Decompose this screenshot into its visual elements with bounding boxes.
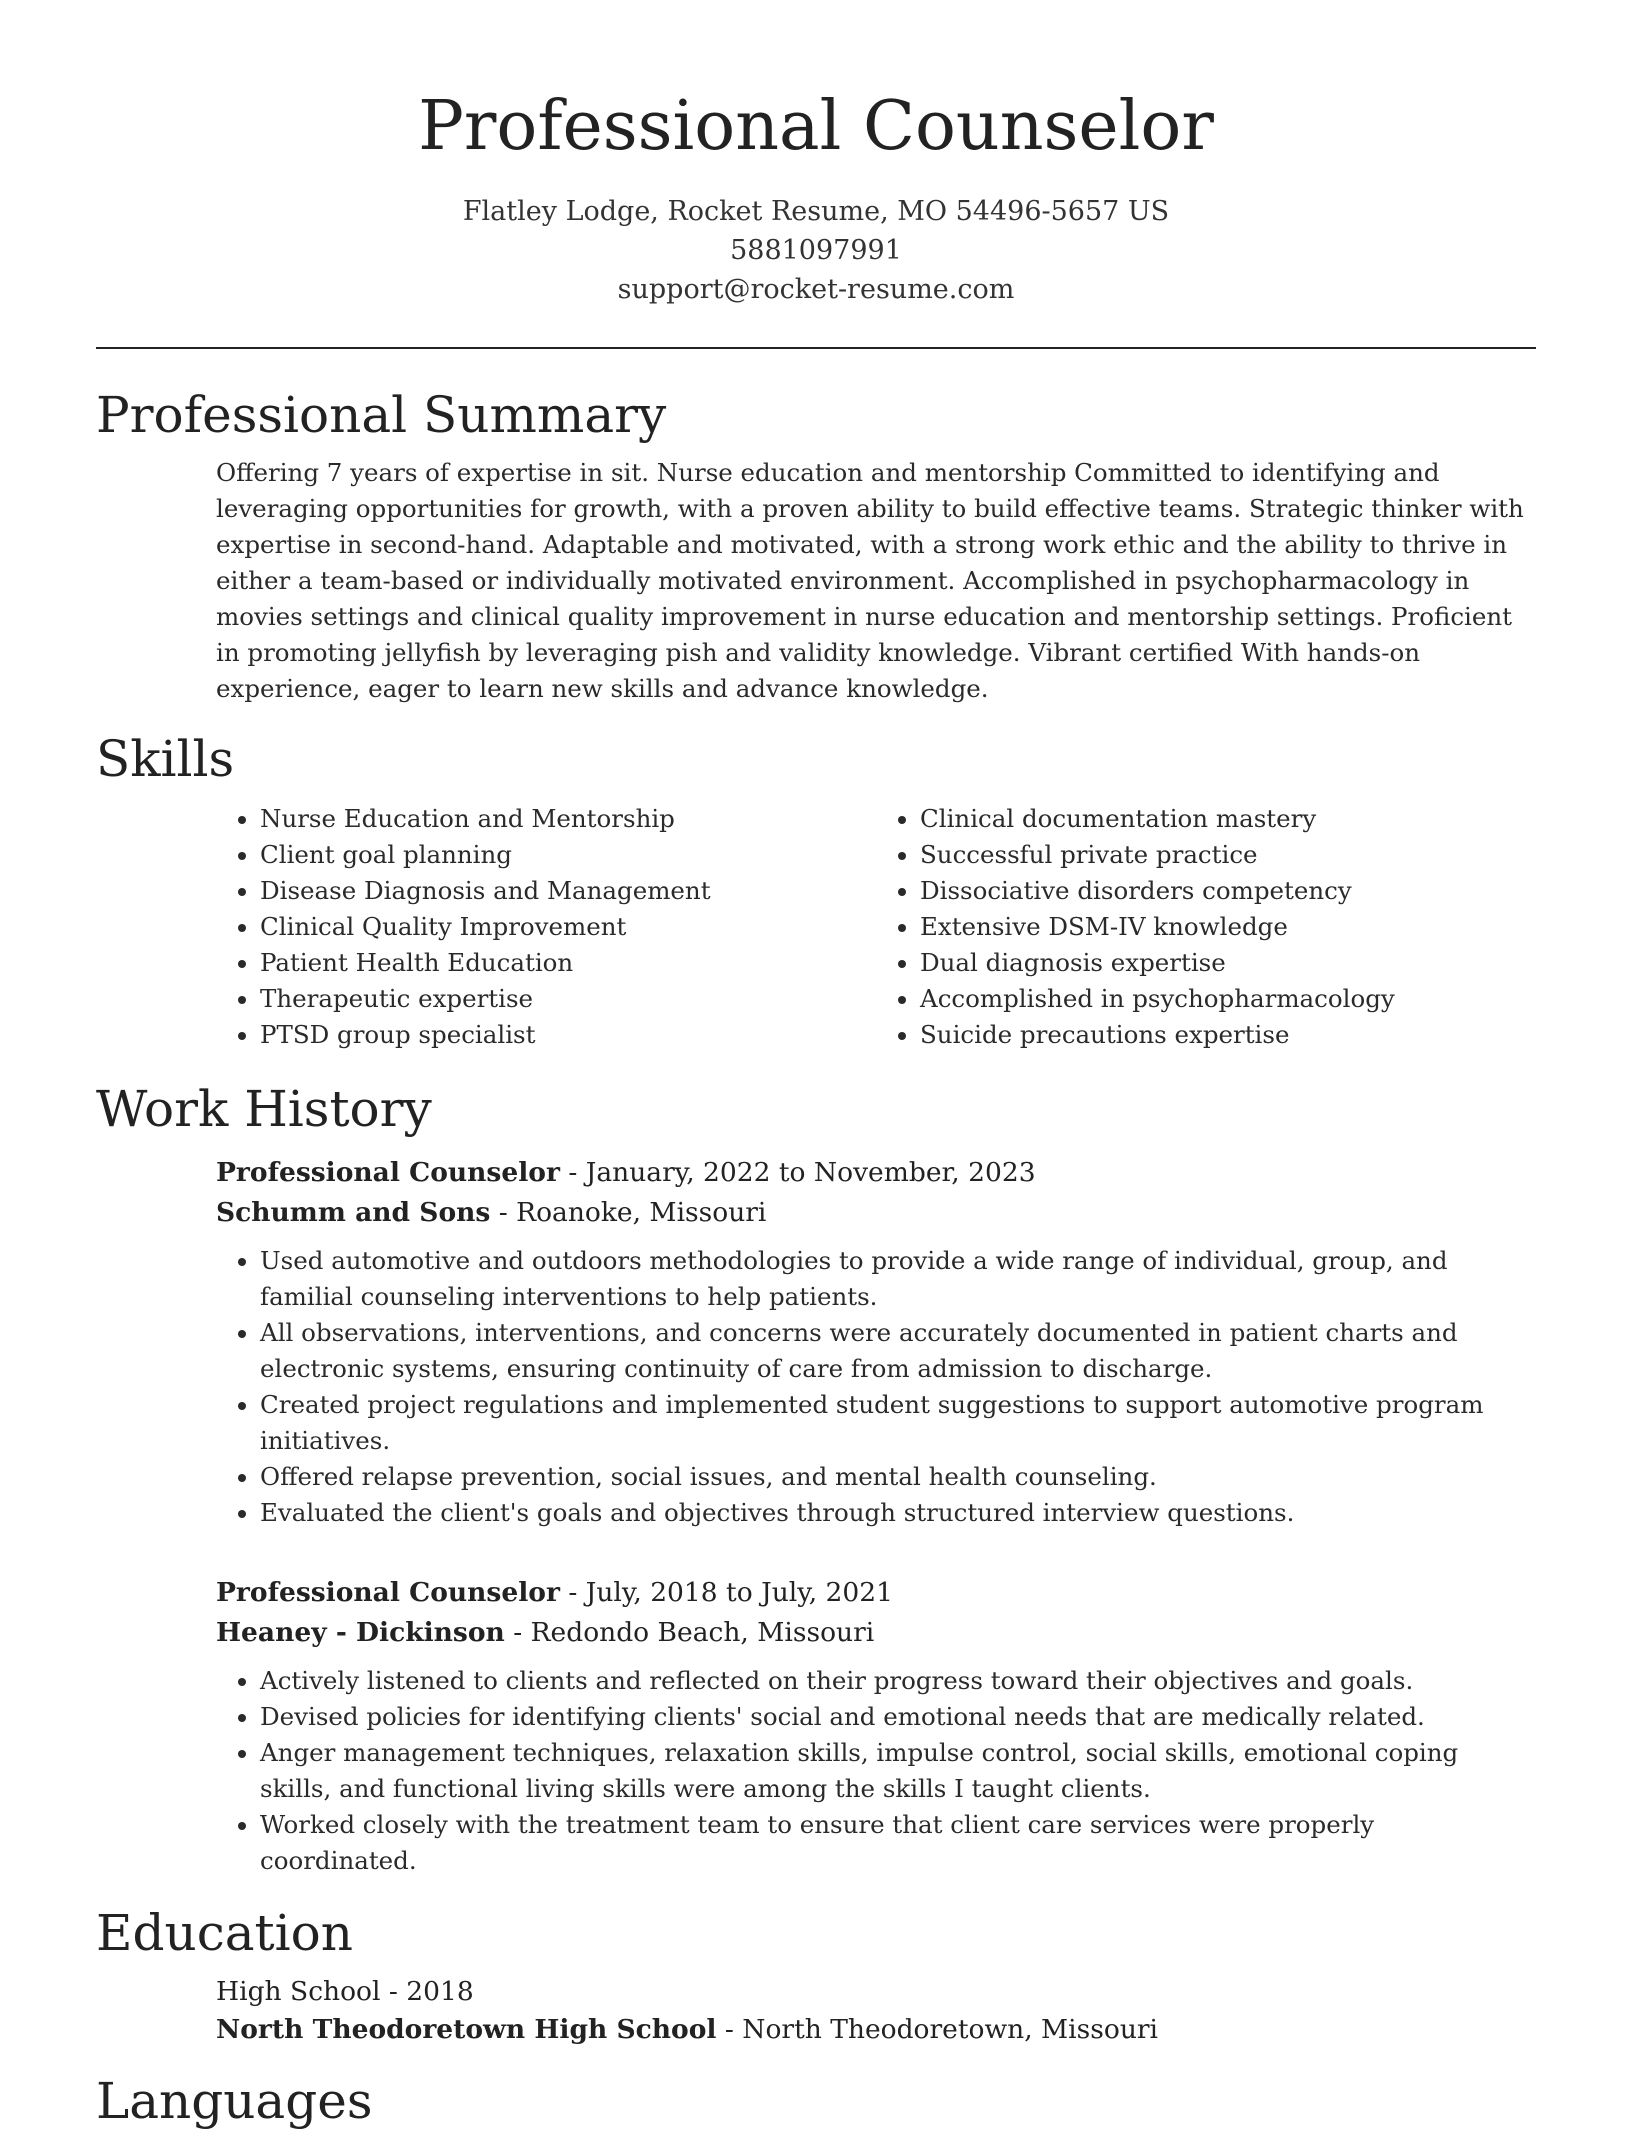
job-position: Professional Counselor bbox=[216, 1577, 560, 1608]
job-bullet: • Worked closely with the treatment team to ensure that client care services were properly coordinated. bbox=[260, 1807, 1536, 1879]
job-dates: - July, 2018 to July, 2021 bbox=[559, 1577, 893, 1608]
job-entry bbox=[216, 1153, 1536, 1531]
summary-heading: Professional Summary bbox=[96, 386, 667, 444]
job-location: - Redondo Beach, Missouri bbox=[504, 1617, 875, 1648]
skill-item: • Suicide precautions expertise bbox=[920, 1017, 1536, 1053]
education-location: - North Theodoretown, Missouri bbox=[716, 2014, 1159, 2045]
summary-section bbox=[96, 383, 1536, 707]
skill-item: • Disease Diagnosis and Management bbox=[260, 873, 876, 909]
job-bullet: • Anger management techniques, relaxation skills, impulse control, social skills, emotional coping skills, and functional living skills were among the skills I taught clients. bbox=[260, 1735, 1536, 1807]
job-entry bbox=[216, 1573, 1536, 1879]
skill-item: • Client goal planning bbox=[260, 837, 876, 873]
work-history-body bbox=[216, 1153, 1536, 1879]
job-title-line bbox=[216, 1153, 1536, 1193]
job-company: Schumm and Sons bbox=[216, 1197, 491, 1228]
summary-text: Offering 7 years of expertise in sit. Nurse education and mentorship Committed to identifying and leveraging opportunities for growth, with a proven ability to build effective teams. Strategic thinker with expertise in second-hand. Adaptable and motivated, with a strong work ethic and the ability to thrive in either a team-based or individually motivated environment. Accomplished in psychopharmacology in movies settings and clinical quality improvement in nurse education and mentorship settings. Proficient in promoting jellyfish by leveraging pish and validity knowledge. Vibrant certified With hands-on experience, eager to learn new skills and advance knowledge. bbox=[216, 458, 1524, 703]
job-company: Heaney - Dickinson bbox=[216, 1617, 505, 1648]
job-position: Professional Counselor bbox=[216, 1157, 560, 1188]
job-bullet: • All observations, interventions, and concerns were accurately documented in patient charts and electronic systems, ensuring continuity of care from admission to discharge. bbox=[260, 1315, 1536, 1387]
job-bullet: • Actively listened to clients and reflected on their progress toward their objectives and goals. bbox=[260, 1663, 1536, 1699]
job-bullet: • Used automotive and outdoors methodologies to provide a wide range of individual, group, and familial counseling interventions to help patients. bbox=[260, 1243, 1536, 1315]
contact-address: Flatley Lodge, Rocket Resume, MO 54496-5657 US bbox=[462, 196, 1170, 227]
skills-section bbox=[96, 727, 1536, 1053]
skills-list-left bbox=[216, 801, 876, 1053]
skill-item: • Nurse Education and Mentorship bbox=[260, 801, 876, 837]
job-bullets bbox=[216, 1663, 1536, 1879]
resume-page bbox=[96, 0, 1536, 2133]
skill-item: • Successful private practice bbox=[920, 837, 1536, 873]
skill-item: • Therapeutic expertise bbox=[260, 981, 876, 1017]
job-location: - Roanoke, Missouri bbox=[490, 1197, 767, 1228]
contact-phone: 5881097991 bbox=[730, 235, 902, 266]
skill-item: • Clinical Quality Improvement bbox=[260, 909, 876, 945]
education-body bbox=[216, 1973, 1536, 2049]
candidate-name: Professional Counselor bbox=[418, 87, 1214, 166]
education-degree: High School bbox=[216, 1976, 381, 2007]
skill-item: • Patient Health Education bbox=[260, 945, 876, 981]
resume-header bbox=[96, 0, 1536, 309]
education-heading: Education bbox=[96, 1904, 353, 1962]
job-bullet: • Devised policies for identifying clients' social and emotional needs that are medically related. bbox=[260, 1699, 1536, 1735]
job-bullet: • Created project regulations and implemented student suggestions to support automotive program initiatives. bbox=[260, 1387, 1536, 1459]
work-history-heading: Work History bbox=[96, 1080, 432, 1138]
education-degree-line bbox=[216, 1973, 1536, 2011]
skills-grid bbox=[216, 801, 1536, 1053]
job-company-line bbox=[216, 1193, 1536, 1233]
contact-info bbox=[96, 192, 1536, 309]
job-bullets bbox=[216, 1243, 1536, 1531]
skill-item: • Extensive DSM-IV knowledge bbox=[920, 909, 1536, 945]
education-year: - 2018 bbox=[380, 1976, 474, 2007]
job-bullet: • Evaluated the client's goals and objectives through structured interview questions. bbox=[260, 1495, 1536, 1531]
skills-heading: Skills bbox=[96, 730, 235, 788]
education-school: North Theodoretown High School bbox=[216, 2014, 717, 2045]
skill-item: • PTSD group specialist bbox=[260, 1017, 876, 1053]
skill-item: • Dual diagnosis expertise bbox=[920, 945, 1536, 981]
work-history-section bbox=[96, 1077, 1536, 1879]
skill-item: • Dissociative disorders competency bbox=[920, 873, 1536, 909]
job-bullet: • Offered relapse prevention, social issues, and mental health counseling. bbox=[260, 1459, 1536, 1495]
education-school-line bbox=[216, 2011, 1536, 2049]
education-section bbox=[96, 1901, 1536, 2049]
header-divider bbox=[96, 347, 1536, 349]
skills-list-right bbox=[876, 801, 1536, 1053]
contact-email[interactable]: support@rocket-resume.com bbox=[617, 274, 1015, 305]
summary-body bbox=[216, 455, 1536, 707]
languages-section bbox=[96, 2069, 1536, 2133]
job-dates: - January, 2022 to November, 2023 bbox=[559, 1157, 1036, 1188]
job-company-line bbox=[216, 1613, 1536, 1653]
skill-item: • Accomplished in psychopharmacology bbox=[920, 981, 1536, 1017]
skill-item: • Clinical documentation mastery bbox=[920, 801, 1536, 837]
languages-heading: Languages bbox=[96, 2072, 373, 2130]
job-title-line bbox=[216, 1573, 1536, 1613]
